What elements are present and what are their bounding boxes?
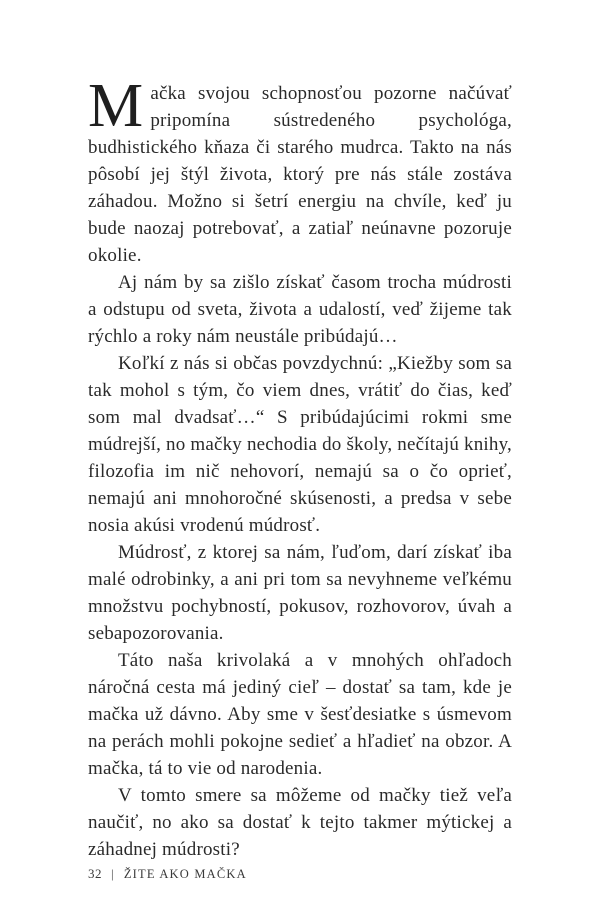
footer-separator: |	[111, 866, 115, 881]
paragraph: Aj nám by sa zišlo získať časom trocha múdrosti a odstupu od sveta, života a udalostí, veď žijeme tak rýchlo a roky nám neustále pribúdajú…	[88, 272, 512, 347]
paragraph-text: ačka svojou schopnosťou pozorne načúvať pripomína sústredeného psychológa, budhistického kňaza či starého mudrca. Takto na nás pôsobí jej štýl života, ktorý pre nás stále zostáva záhadou. Možno si šetrí energiu na chvíle, keď ju bude naozaj potrebovať, a zatiaľ neúnavne pozoruje okolie.	[88, 83, 512, 266]
paragraph: Táto naša krivolaká a v mnohých ohľadoch náročná cesta má jediný cieľ – dostať sa tam, kde je mačka už dávno. Aby sme v šesťdesiatke s úsmevom na perách mohli pokojne sedieť a hľadieť na obzor. A mačka, tá to vie od narodenia.	[88, 650, 512, 779]
paragraph: Múdrosť, z ktorej sa nám, ľuďom, darí získať iba malé odrobinky, a ani pri tom sa nevyhneme veľkému množstvu pochybností, pokusov, rozhovorov, úvah a sebapozorovania.	[88, 542, 512, 644]
page-number: 32	[88, 866, 102, 881]
body-text	[88, 72, 512, 863]
paragraph: V tomto smere sa môžeme od mačky tiež veľa naučiť, no ako sa dostať k tejto takmer mýtickej a záhadnej múdrosti?	[88, 785, 512, 860]
page-footer	[88, 866, 512, 882]
drop-cap: M	[88, 72, 144, 140]
running-title: ŽITE AKO MAČKA	[123, 867, 247, 881]
paragraph	[88, 72, 512, 269]
paragraph: Koľkí z nás si občas povzdychnú: „Kiežby som sa tak mohol s tým, čo viem dnes, vrátiť do čias, keď som mal dvadsať…“ S pribúdajúcimi rokmi sme múdrejší, no mačky nechodia do školy, nečítajú knihy, filozofia im nič nehovorí, nemajú sa o čo oprieť, nemajú ani mnohoročné skúsenosti, a predsa v sebe nosia akúsi vrodenú múdrosť.	[88, 353, 512, 536]
